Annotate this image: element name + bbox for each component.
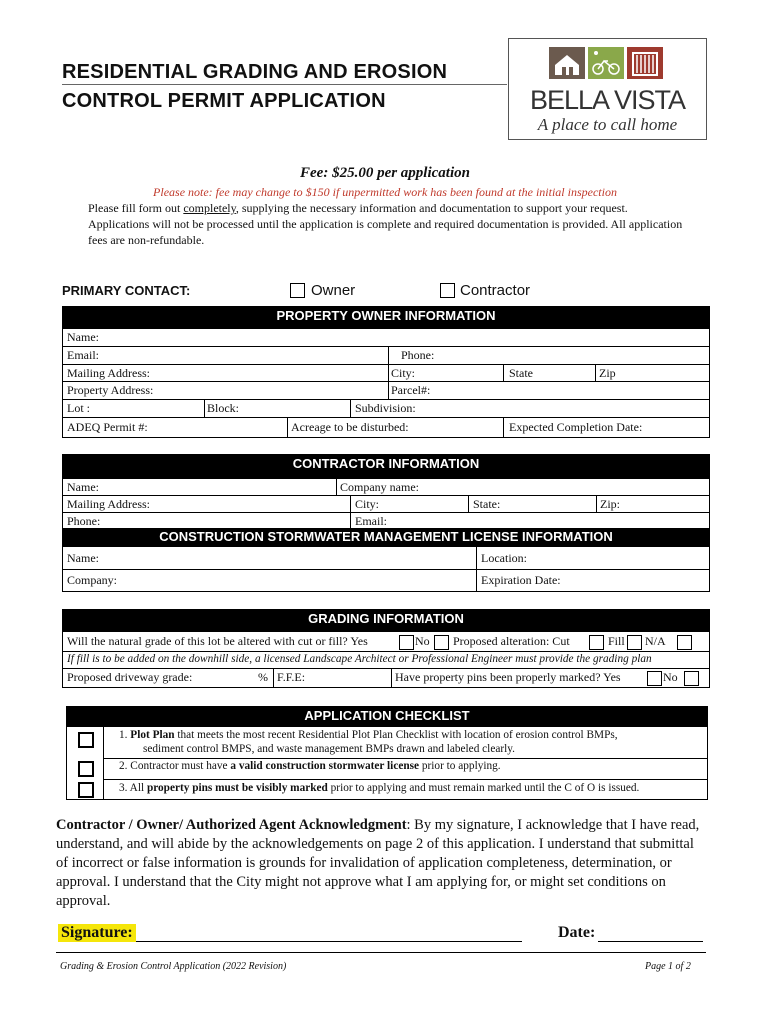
pins-question: Have property pins been properly marked? Yes <box>395 670 621 684</box>
ffe-field[interactable]: F.F.E: <box>277 670 306 684</box>
license-company-field[interactable]: Company: <box>67 573 117 587</box>
fee-change-note: Please note: fee may change to $150 if unpermitted work has been found at the initial inspection <box>153 185 617 199</box>
item2-bold: a valid construction stormwater license <box>230 760 420 772</box>
date-line[interactable] <box>598 941 703 942</box>
owner-info-table <box>62 328 710 438</box>
item3-bold: property pins must be visibly marked <box>146 782 328 794</box>
fill-engineer-note: If fill is to be added on the downhill side, a licensed Landscape Architect or Professional Engineer must provide the grading plan <box>67 653 652 665</box>
checklist-2-checkbox[interactable] <box>78 761 94 777</box>
contractor-email-field[interactable]: Email: <box>355 514 387 528</box>
alteration-label: Proposed alteration: Cut <box>453 634 570 648</box>
fee-text: Fee: $25.00 per application <box>300 165 470 181</box>
owner-lot-field[interactable]: Lot : <box>67 401 90 415</box>
owner-completion-field[interactable]: Expected Completion Date: <box>509 420 643 434</box>
driveway-grade-field[interactable]: Proposed driveway grade: <box>67 670 193 684</box>
footer-title: Grading & Erosion Control Application (2022 Revision) <box>60 961 287 972</box>
license-name-field[interactable]: Name: <box>67 551 99 565</box>
date-label: Date: <box>558 924 596 941</box>
title-line-1: RESIDENTIAL GRADING AND EROSION <box>62 61 448 83</box>
na-label: N/A <box>645 634 666 648</box>
grading-info-table <box>62 631 710 688</box>
bella-vista-logo <box>508 38 707 140</box>
checklist-item-1 <box>119 728 705 756</box>
owner-subdivision-field[interactable]: Subdivision: <box>355 401 416 415</box>
owner-zip-field[interactable]: Zip <box>599 366 616 380</box>
signature-line[interactable] <box>136 941 522 942</box>
owner-option-label: Owner <box>311 282 356 299</box>
contractor-city-field[interactable]: City: <box>355 497 380 511</box>
checklist-3-checkbox[interactable] <box>78 782 94 798</box>
owner-block-field[interactable]: Block: <box>207 401 239 415</box>
fill-label: Fill <box>608 634 625 648</box>
owner-mailing-field[interactable]: Mailing Address: <box>67 366 150 380</box>
primary-contact-label: PRIMARY CONTACT: <box>62 283 191 298</box>
form-title <box>62 58 447 116</box>
owner-name-field[interactable]: Name: <box>67 330 99 344</box>
owner-property-field[interactable]: Property Address: <box>67 383 154 397</box>
alter-no-checkbox[interactable] <box>434 635 449 650</box>
alter-yes-checkbox[interactable] <box>399 635 414 650</box>
intro-paragraph <box>88 200 688 248</box>
contractor-info-table <box>62 478 710 529</box>
owner-checkbox[interactable] <box>290 283 305 298</box>
intro-text-2: , supplying the necessary information and documentation to support your request. Applications will not be processed until the application is complete and required documentation is provided. All application fees are non-refundable. <box>88 201 683 247</box>
checklist-1-checkbox[interactable] <box>78 732 94 748</box>
item3-prefix: 3. All <box>119 782 147 794</box>
contractor-info-heading: CONTRACTOR INFORMATION <box>62 454 710 478</box>
cut-checkbox[interactable] <box>589 635 604 650</box>
pins-yes-checkbox[interactable] <box>647 671 662 686</box>
intro-text-1: Please fill form out <box>88 201 184 215</box>
item1-rest: that meets the most recent Residential Plot Plan Checklist with location of erosion control BMPs, <box>174 729 618 741</box>
alter-no-label: No <box>415 634 430 648</box>
fill-checkbox[interactable] <box>627 635 642 650</box>
item1-line2: sediment control BMPS, and waste management BMPs drawn and labeled clearly. <box>143 743 515 755</box>
owner-acreage-field[interactable]: Acreage to be disturbed: <box>291 420 409 434</box>
license-location-field[interactable]: Location: <box>481 551 527 565</box>
na-checkbox[interactable] <box>677 635 692 650</box>
contractor-zip-field[interactable]: Zip: <box>600 497 620 511</box>
checklist-item-3 <box>119 782 639 794</box>
footer-divider <box>56 952 706 953</box>
license-info-table <box>62 546 710 592</box>
contractor-mailing-field[interactable]: Mailing Address: <box>67 497 150 511</box>
item2-prefix: 2. Contractor must have <box>119 760 231 772</box>
checklist-item-2 <box>119 760 501 772</box>
page-number: Page 1 of 2 <box>645 961 691 972</box>
title-divider <box>62 84 507 85</box>
acknowledgment-paragraph <box>56 816 706 911</box>
license-info-heading: CONSTRUCTION STORMWATER MANAGEMENT LICENSE INFORMATION <box>62 528 710 546</box>
checklist-heading: APPLICATION CHECKLIST <box>66 706 708 726</box>
owner-email-field[interactable]: Email: <box>67 348 99 362</box>
item1-prefix: 1. <box>119 729 131 741</box>
intro-underlined: completely <box>183 201 236 215</box>
owner-adeq-field[interactable]: ADEQ Permit #: <box>67 420 148 434</box>
license-expiration-field[interactable]: Expiration Date: <box>481 573 561 587</box>
contractor-name-field[interactable]: Name: <box>67 480 99 494</box>
owner-state-field[interactable]: State <box>509 366 533 380</box>
grading-alter-question: Will the natural grade of this lot be altered with cut or fill? Yes <box>67 634 368 648</box>
owner-info-heading: PROPERTY OWNER INFORMATION <box>62 306 710 328</box>
checklist-table <box>66 726 708 800</box>
percent-sign: % <box>258 670 268 684</box>
signature-label: Signature: <box>58 924 136 942</box>
pins-no-checkbox[interactable] <box>684 671 699 686</box>
contractor-option-label: Contractor <box>460 282 531 299</box>
owner-phone-field[interactable]: Phone: <box>401 348 435 362</box>
grading-info-heading: GRADING INFORMATION <box>62 609 710 631</box>
acknowledgment-heading: Contractor / Owner/ Authorized Agent Acknowledgment <box>56 817 407 833</box>
contractor-company-field[interactable]: Company name: <box>340 480 419 494</box>
pins-no-label: No <box>663 670 678 684</box>
owner-parcel-field[interactable]: Parcel#: <box>391 383 431 397</box>
owner-city-field[interactable]: City: <box>391 366 416 380</box>
contractor-state-field[interactable]: State: <box>473 497 501 511</box>
acknowledgment-text: : By my signature, I acknowledge that I have read, understand, and will abide by the acknowledgements on page 2 of this application. I understand that submittal of incorrect or false information is grounds for invalidation of application completeness, determination, or approval. I understand that the City might not approve what I am applying for, or might set conditions on approval. <box>56 817 700 909</box>
logo-name: BELLA VISTA <box>529 85 686 115</box>
item1-bold: Plot Plan <box>130 729 175 741</box>
contractor-checkbox[interactable] <box>440 283 455 298</box>
item2-rest: prior to applying. <box>419 760 501 772</box>
contractor-phone-field[interactable]: Phone: <box>67 514 101 528</box>
title-line-2: CONTROL PERMIT APPLICATION <box>62 90 386 112</box>
logo-tagline: A place to call home <box>537 115 678 134</box>
item3-rest: prior to applying and must remain marked until the C of O is issued. <box>327 782 640 794</box>
